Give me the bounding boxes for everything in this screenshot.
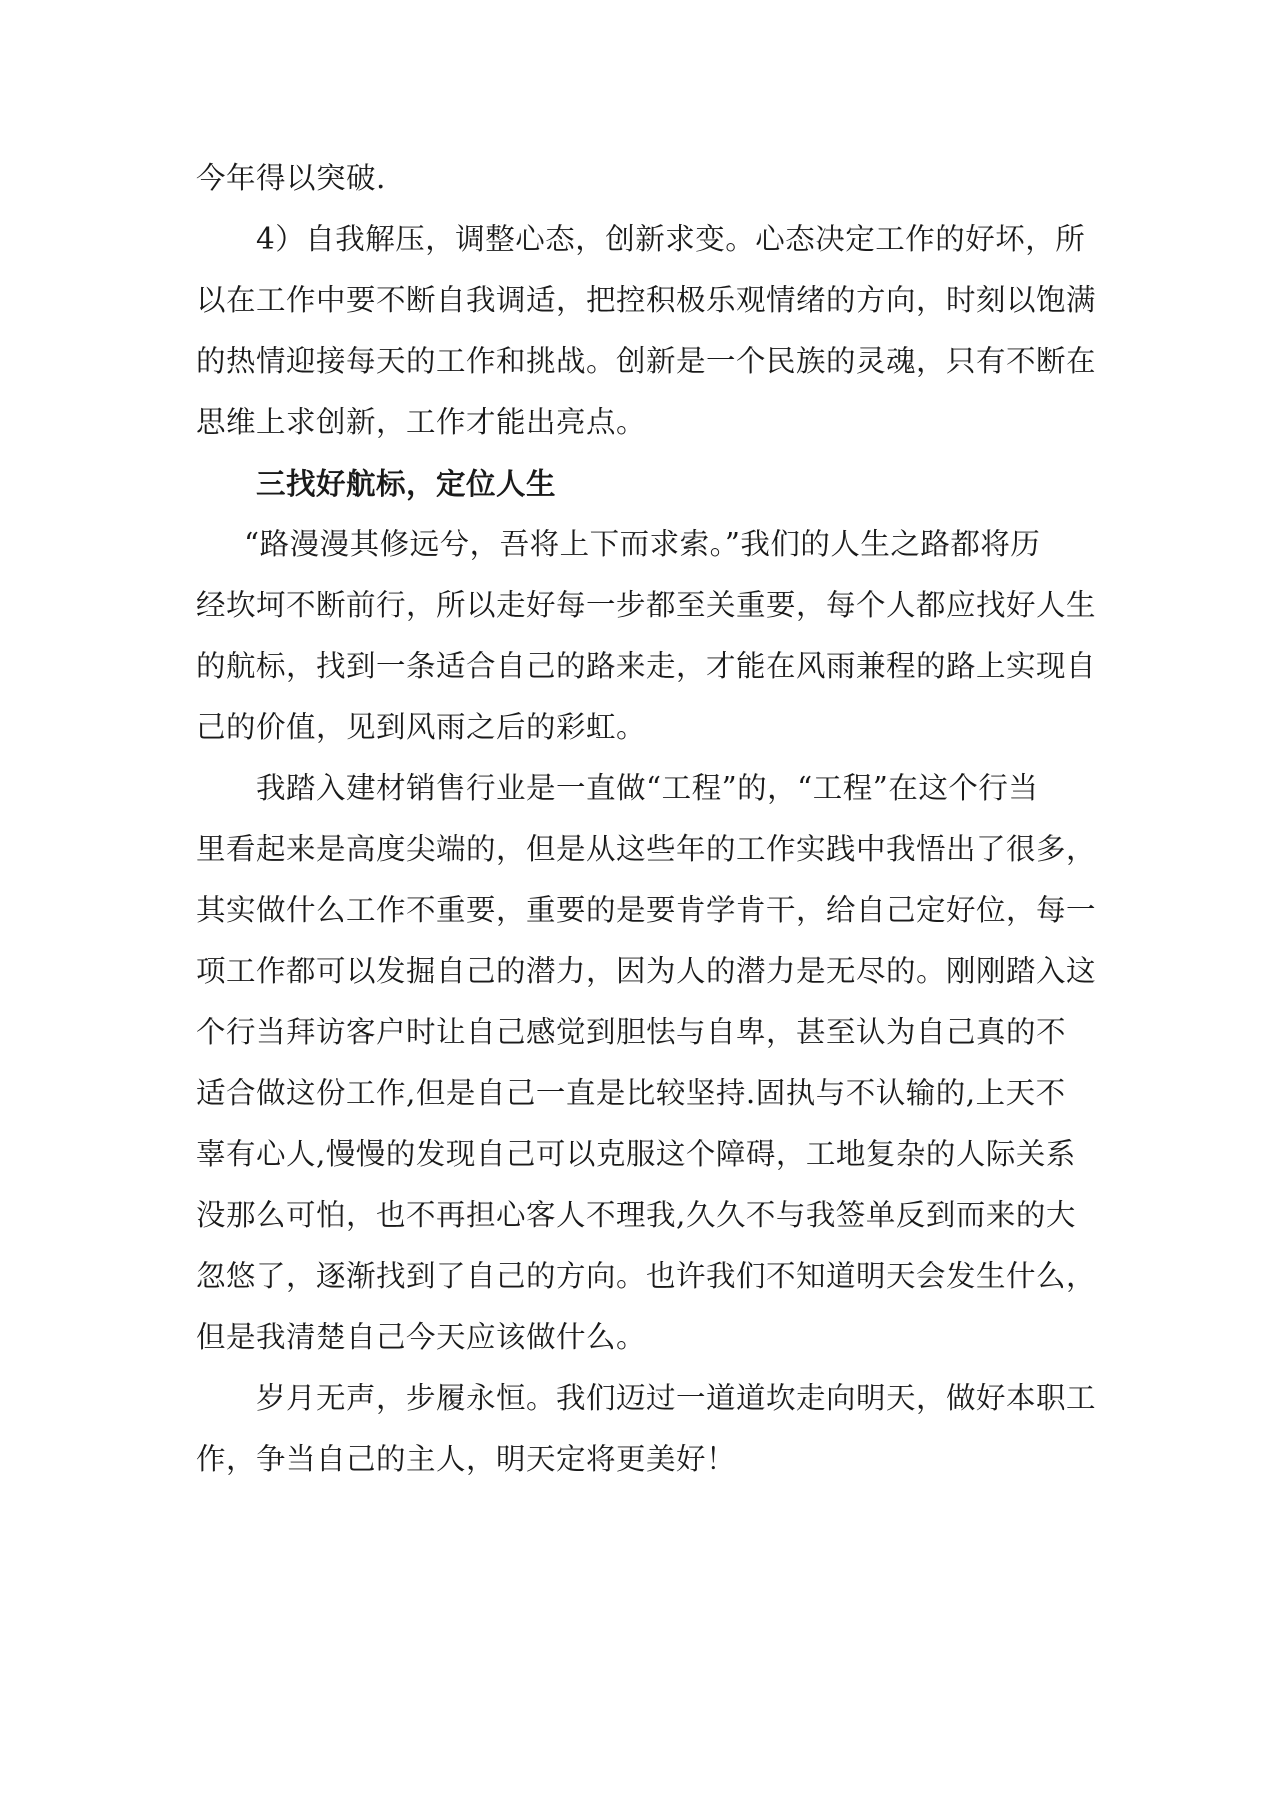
section-heading: 三找好航标，定位人生 xyxy=(256,466,557,501)
text-line: 的热情迎接每天的工作和挑战。创新是一个民族的灵魂，只有不断在 xyxy=(196,344,1097,378)
text-line: 思维上求创新，工作才能出亮点。 xyxy=(196,405,647,439)
text-line: 己的价值，见到风雨之后的彩虹。 xyxy=(196,710,647,744)
text-line: 项工作都可以发掘自己的潜力，因为人的潜力是无尽的。刚刚踏入这 xyxy=(196,954,1097,988)
text-line: 但是我清楚自己今天应该做什么。 xyxy=(196,1320,647,1354)
text-line: 其实做什么工作不重要，重要的是要肯学肯干，给自己定好位，每一 xyxy=(196,893,1097,927)
text-line: 辜有心人,慢慢的发现自己可以克服这个障碍，工地复杂的人际关系 xyxy=(196,1137,1076,1171)
text-line: 忽悠了，逐渐找到了自己的方向。也许我们不知道明天会发生什么， xyxy=(196,1259,1097,1293)
text-line: 的航标，找到一条适合自己的路来走，才能在风雨兼程的路上实现自 xyxy=(196,649,1097,683)
text-line: 个行当拜访客户时让自己感觉到胆怯与自卑，甚至认为自己真的不 xyxy=(196,1015,1067,1049)
text-line: 今年得以突破. xyxy=(196,161,386,195)
document-page xyxy=(196,148,1096,1490)
text-line: 4）自我解压，调整心态，创新求变。心态决定工作的好坏，所 xyxy=(256,222,1086,256)
text-line: 经坎坷不断前行，所以走好每一步都至关重要，每个人都应找好人生 xyxy=(196,588,1097,622)
text-line: 作，争当自己的主人，明天定将更美好！ xyxy=(196,1442,737,1476)
text-line: 以在工作中要不断自我调适，把控积极乐观情绪的方向，时刻以饱满 xyxy=(196,283,1097,317)
text-line: 岁月无声，步履永恒。我们迈过一道道坎走向明天，做好本职工 xyxy=(256,1381,1097,1415)
text-line: 里看起来是高度尖端的，但是从这些年的工作实践中我悟出了很多， xyxy=(196,832,1097,866)
text-line: 没那么可怕，也不再担心客人不理我,久久不与我签单反到而来的大 xyxy=(196,1198,1076,1232)
text-line: 适合做这份工作,但是自己一直是比较坚持.固执与不认输的,上天不 xyxy=(196,1076,1066,1110)
text-line: “路漫漫其修远兮，吾将上下而求索。”我们的人生之路都将历 xyxy=(244,527,1041,561)
text-line: 我踏入建材销售行业是一直做“工程”的，“工程”在这个行当 xyxy=(256,771,1039,805)
